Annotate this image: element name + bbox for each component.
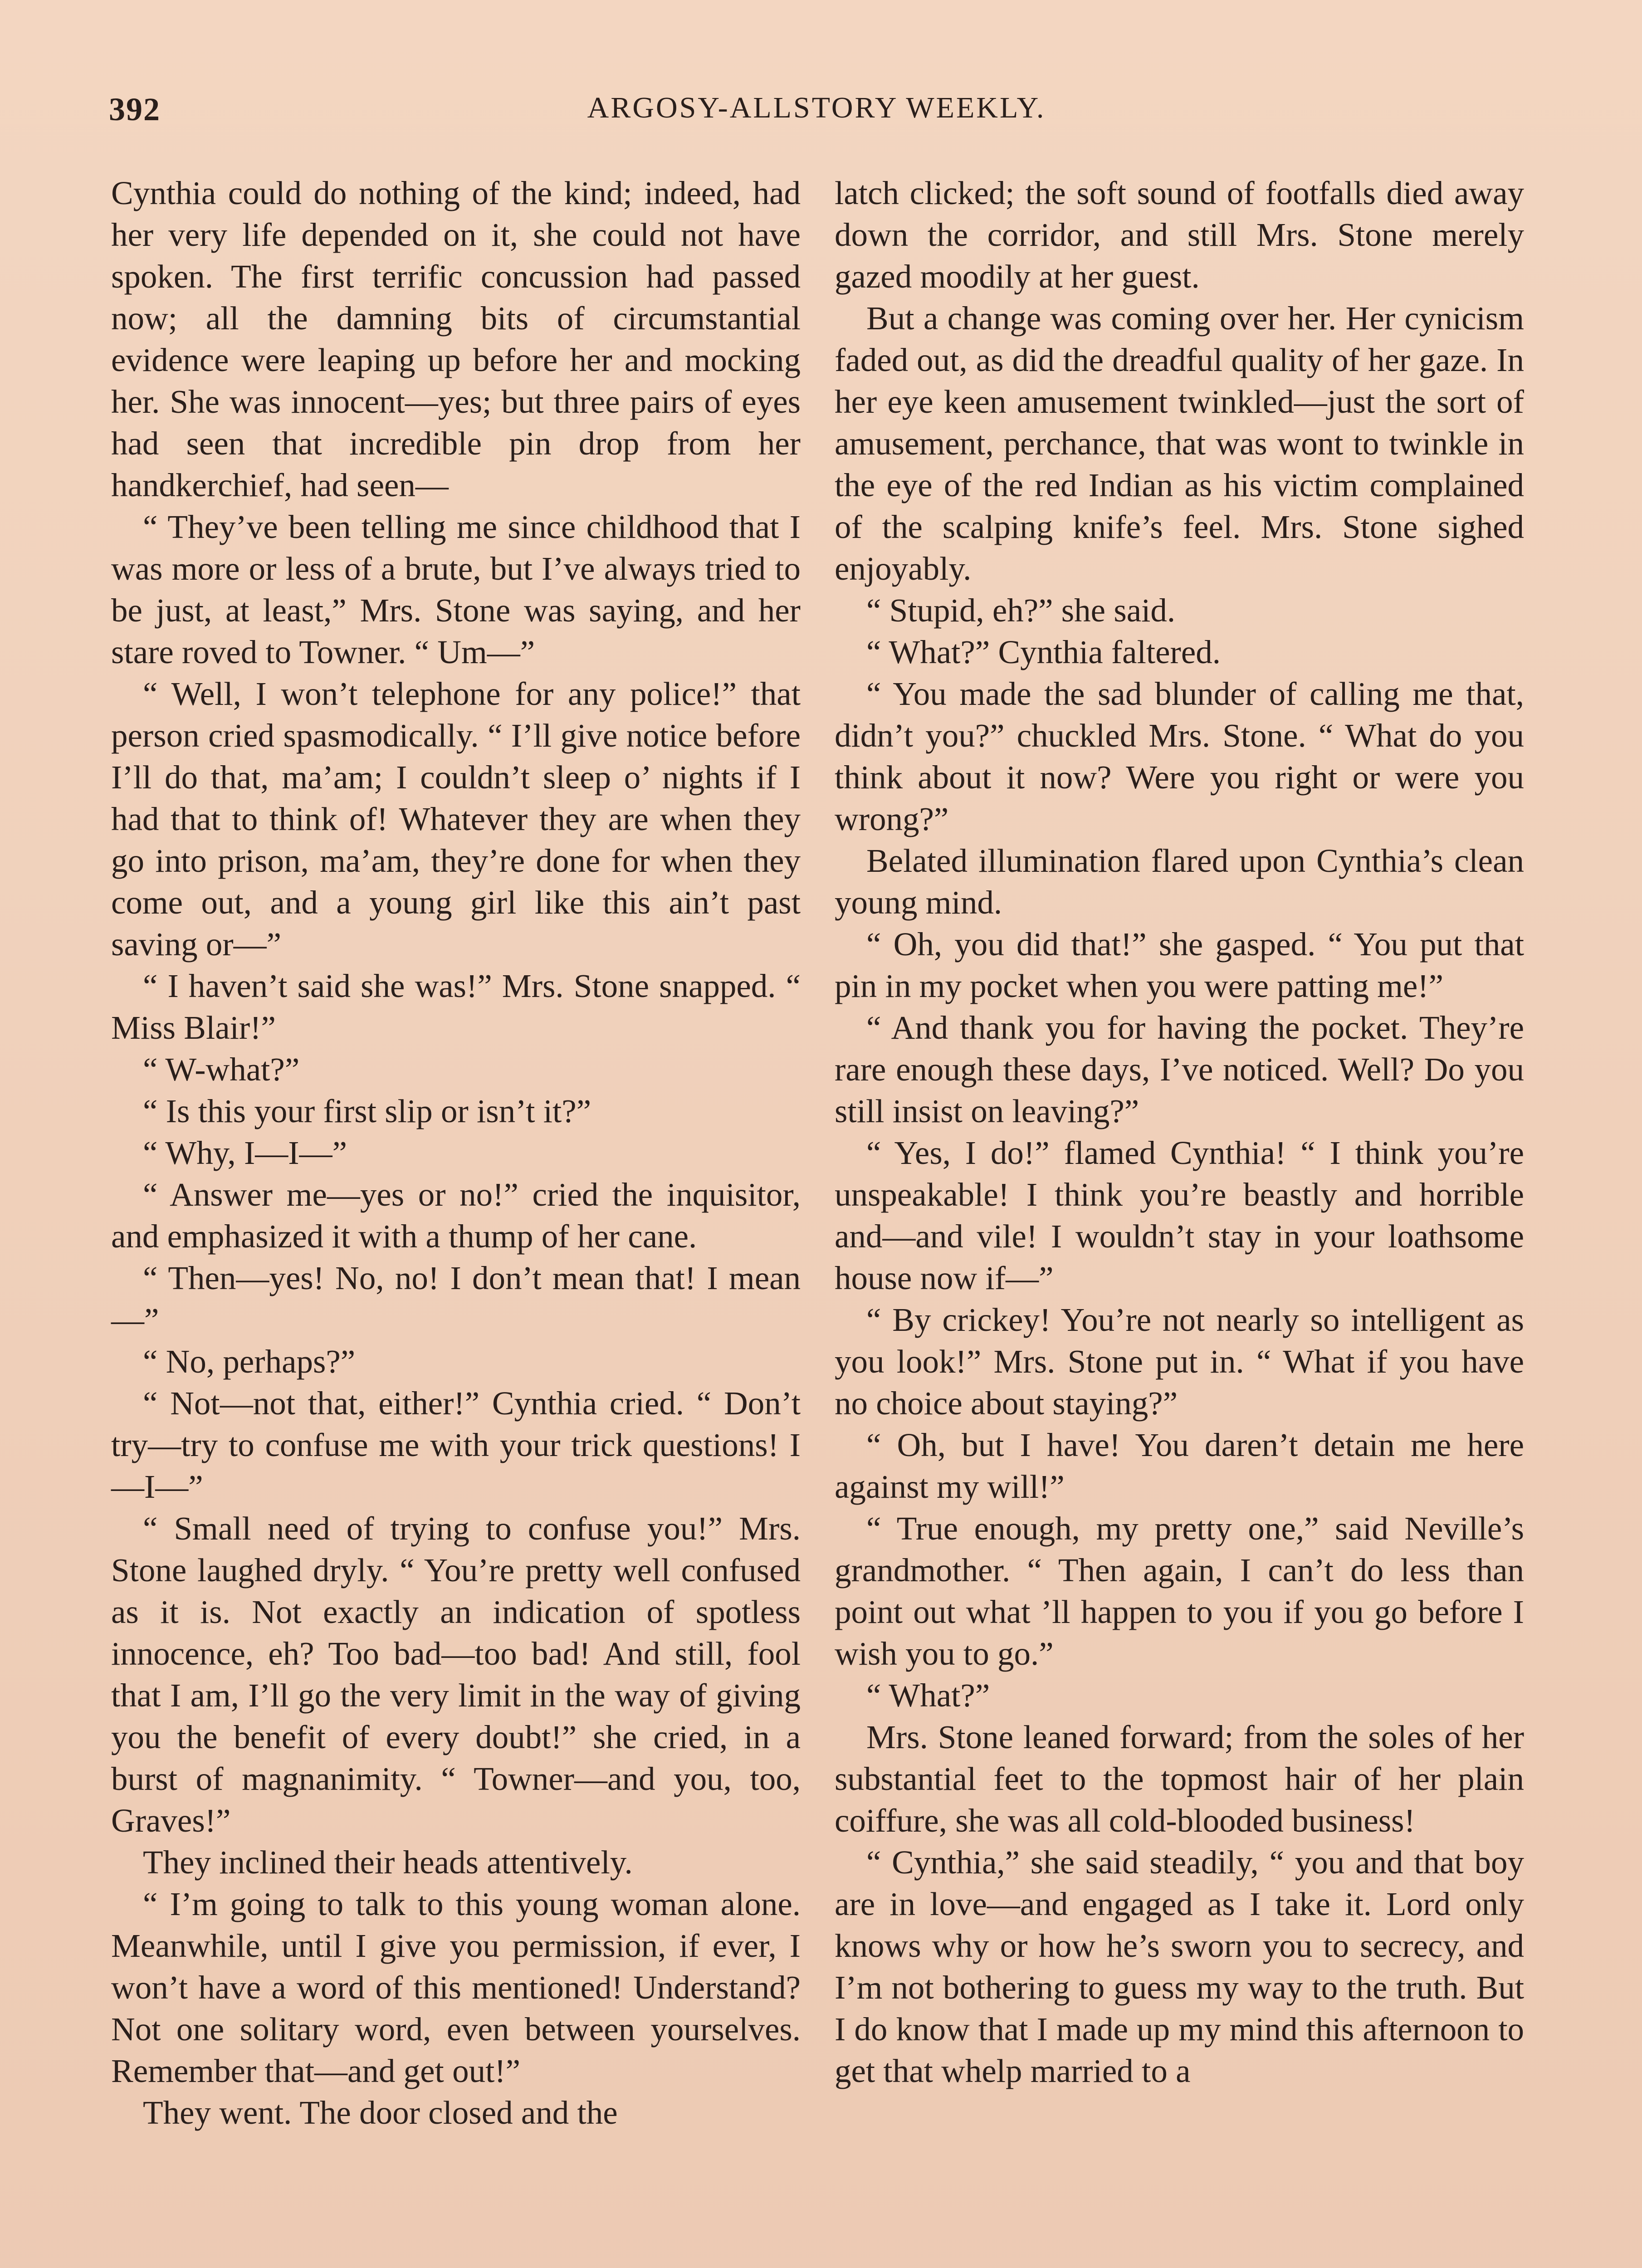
paragraph: “ Oh, but I have! You daren’t detain me here against my will!” [835,1427,1524,1505]
paragraph: “ Cynthia,” she said steadily, “ you and that boy are in love—and engaged as I take it. Lord only knows why or how he’s sworn you to secrecy, and I’m not bothering to guess my way to the truth. But I do know that I made up my mind this afternoon to get that whelp married to a [835,1844,1524,2089]
paragraph: “ I haven’t said she was!” Mrs. Stone snapped. “ Miss Blair!” [111,968,801,1046]
paragraph: “ True enough, my pretty one,” said Neville’s grandmother. “ Then again, I can’t do less than point out what ’ll happen to you if you go before I wish you to go.” [835,1510,1524,1672]
paragraph: “ What?” [866,1677,990,1714]
paragraph: “ Not—not that, either!” Cynthia cried. “ Don’t try—try to confuse me with your trick questions! I—I—” [111,1385,801,1505]
paragraph: “ Then—yes! No, no! I don’t mean that! I mean—” [111,1260,801,1338]
paragraph: “ By crickey! You’re not nearly so intelligent as you look!” Mrs. Stone put in. “ What if you have no choice about staying?” [835,1301,1524,1422]
page-number: 392 [109,91,161,127]
paragraph: “ W-what?” [143,1051,300,1088]
paragraph: Mrs. Stone leaned forward; from the soles of her substantial feet to the topmost hair of her plain coiffure, she was all cold-blooded business! [835,1719,1524,1839]
paragraph: “ Oh, you did that!” she gasped. “ You put that pin in my pocket when you were patting me!” [835,926,1524,1004]
paragraph: Belated illumination flared upon Cynthia’s clean young mind. [835,842,1524,921]
paragraph: “ They’ve been telling me since childhood that I was more or less of a brute, but I’ve always tried to be just, at least,” Mrs. Stone was saying, and her stare roved to Towner. “ Um—” [111,508,801,670]
running-head: ARGOSY-ALLSTORY WEEKLY. [587,91,1046,124]
paragraph: But a change was coming over her. Her cynicism faded out, as did the dreadful quality of her gaze. In her eye keen amusement twinkled—just the sort of amusement, perchance, that was wont to twinkle in the eye of the red Indian as his victim complained of the scalping knife’s feel. Mrs. Stone sighed enjoyably. [835,300,1524,587]
paragraph: “ And thank you for having the pocket. They’re rare enough these days, I’ve noticed. Well? Do you still insist on leaving?” [835,1009,1524,1129]
paragraph: “ You made the sad blunder of calling me that, didn’t you?” chuckled Mrs. Stone. “ What do you think about it now? Were you right or were you wrong?” [835,675,1524,837]
paragraph: Cynthia could do nothing of the kind; indeed, had her very life depended on it, she could not have spoken. The first terrific concussion had passed now; all the damning bits of circumstantial evidence were leaping up before her and mocking her. She was innocent—yes; but three pairs of eyes had seen that incredible pin drop from her handkerchief, had seen— [111,175,801,503]
left-column [111,172,801,2134]
page-header [109,91,1524,145]
right-column [835,172,1524,2092]
paragraph: “ Why, I—I—” [143,1134,347,1171]
paragraph: “ No, perhaps?” [143,1343,356,1380]
paragraph: “ Well, I won’t telephone for any police!” that person cried spasmodically. “ I’ll give notice before I’ll do that, ma’am; I couldn’t sleep o’ nights if I had that to think of! Whatever they are when they go into prison, ma’am, they’re done for when they come out, and a young girl like this ain’t past saving or—” [111,675,801,963]
paragraph: “ Is this your first slip or isn’t it?” [143,1093,591,1129]
paragraph: “ Yes, I do!” flamed Cynthia! “ I think you’re unspeakable! I think you’re beastly and horrible and—and vile! I wouldn’t stay in your loathsome house now if—” [835,1134,1524,1296]
paragraph: “ Stupid, eh?” she said. [866,592,1176,629]
paragraph: “ I’m going to talk to this young woman alone. Meanwhile, until I give you permission, if ever, I won’t have a word of this mentioned! Understand? Not one solitary word, even between yourselves. Remember that—and get out!” [111,1886,801,2089]
paragraph: “ Small need of trying to confuse you!” Mrs. Stone laughed dryly. “ You’re pretty well confused as it is. Not exactly an indication of spotless innocence, eh? Too bad—too bad! And still, fool that I am, I’ll go the very limit in the way of giving you the benefit of every doubt!” she cried, in a burst of magnanimity. “ Towner—and you, too, Graves!” [111,1510,801,1839]
paragraph: “ What?” Cynthia faltered. [866,634,1221,670]
paragraph: They went. The door closed and the [143,2094,618,2131]
paragraph: “ Answer me—yes or no!” cried the inquisitor, and emphasized it with a thump of her cane. [111,1176,801,1255]
paragraph: latch clicked; the soft sound of footfalls died away down the corridor, and still Mrs. Stone merely gazed moodily at her guest. [835,175,1524,295]
paragraph: They inclined their heads attentively. [143,1844,633,1881]
